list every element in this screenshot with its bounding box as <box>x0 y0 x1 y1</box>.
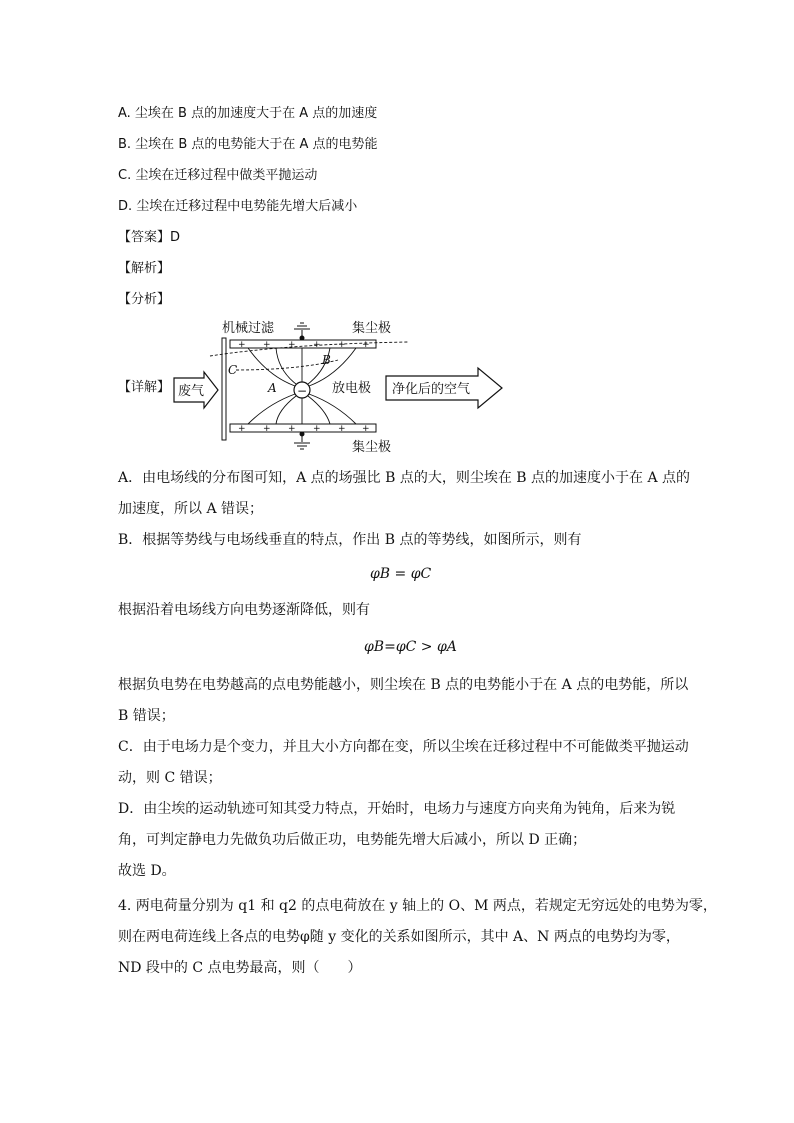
question4-line1: 4. 两电荷量分别为 q1 和 q2 的点电荷放在 y 轴上的 O、M 两点，若规定无穷远处的电势为零， <box>118 898 717 914</box>
option-a: A. 尘埃在 B 点的加速度大于在 A 点的加速度 <box>118 106 378 121</box>
waste-gas-arrow <box>174 372 218 408</box>
svg-text:+: + <box>362 424 370 434</box>
svg-text:+: + <box>338 340 346 350</box>
answer-line: 【答案】D <box>118 230 181 245</box>
svg-text:+: + <box>263 340 271 350</box>
option-c: C. 尘埃在迁移过程中做类平抛运动 <box>118 168 318 183</box>
collector-plate-top <box>230 340 376 348</box>
explanation-d-line1: D．由尘埃的运动轨迹可知其受力特点，开始时，电场力与速度方向夹角为钝角，后来为锐 <box>118 801 676 817</box>
electrostatic-precipitator-diagram <box>118 316 518 458</box>
question4-line3: ND 段中的 C 点电势最高，则（ ） <box>118 960 362 976</box>
formula-1: φB = φC <box>370 566 432 582</box>
discharge-electrode <box>294 382 310 398</box>
filter-plate <box>222 338 226 440</box>
waste-gas-label: 废气 <box>178 384 205 399</box>
analysis-heading: 【解析】 <box>118 261 171 276</box>
svg-text:+: + <box>362 340 370 350</box>
conclusion: 故选 D。 <box>118 863 176 879</box>
explanation-b-line1: B．根据等势线与电场线垂直的特点，作出 B 点的等势线，如图所示，则有 <box>118 532 582 548</box>
svg-text:+: + <box>313 424 321 434</box>
svg-text:+: + <box>313 340 321 350</box>
option-b: B. 尘埃在 B 点的电势能大于在 A 点的电势能 <box>118 137 378 152</box>
explanation-a-line2: 加速度，所以 A 错误； <box>118 501 264 517</box>
collector-top-label: 集尘极 <box>352 321 392 336</box>
explanation-c-line1: C．由于电场力是个变力，并且大小方向都在变，所以尘埃在迁移过程中不可能做类平抛运动 <box>118 739 689 755</box>
ground-symbol-bottom <box>294 432 310 449</box>
clean-air-label: 净化后的空气 <box>392 382 471 397</box>
option-d: D. 尘埃在迁移过程中电势能先增大后减小 <box>118 199 358 214</box>
point-c-label: C <box>228 363 238 377</box>
point-a-label: A <box>268 381 277 395</box>
detail-heading: 【详解】 <box>118 380 171 395</box>
discharge-label: 放电极 <box>332 381 372 396</box>
explanation-b-line2: 根据沿着电场线方向电势逐渐降低，则有 <box>118 602 370 618</box>
svg-text:+: + <box>288 340 296 350</box>
question4-line2: 则在两电荷连线上各点的电势φ随 y 变化的关系如图所示，其中 A、N 两点的电势均为零， <box>118 929 680 945</box>
collector-bottom-label: 集尘极 <box>352 440 392 455</box>
svg-text:+: + <box>238 340 246 350</box>
svg-text:+: + <box>238 424 246 434</box>
fenxi-heading: 【分析】 <box>118 292 171 307</box>
svg-text:−: − <box>297 384 308 398</box>
svg-text:+: + <box>288 424 296 434</box>
collector-plate-bottom <box>230 424 376 432</box>
svg-text:+: + <box>338 424 346 434</box>
formula-2: φB=φC > φA <box>364 639 457 655</box>
filter-label: 机械过滤 <box>222 321 275 336</box>
explanation-b-line4: B 错误； <box>118 708 175 724</box>
explanation-c-line2: 动，则 C 错误； <box>118 770 222 786</box>
point-b-label: B <box>322 353 331 367</box>
explanation-d-line2: 角，可判定静电力先做负功后做正功，电势能先增大后减小，所以 D 正确； <box>118 832 587 848</box>
ground-symbol-top <box>294 323 310 340</box>
explanation-a-line1: A．由电场线的分布图可知，A 点的场强比 B 点的大，则尘埃在 B 点的加速度小于在 A 点的 <box>118 470 691 486</box>
svg-text:+: + <box>263 424 271 434</box>
explanation-b-line3: 根据负电势在电势越高的点电势能越小，则尘埃在 B 点的电势能小于在 A 点的电势能，所以 <box>118 677 689 693</box>
clean-air-arrow <box>386 368 502 408</box>
